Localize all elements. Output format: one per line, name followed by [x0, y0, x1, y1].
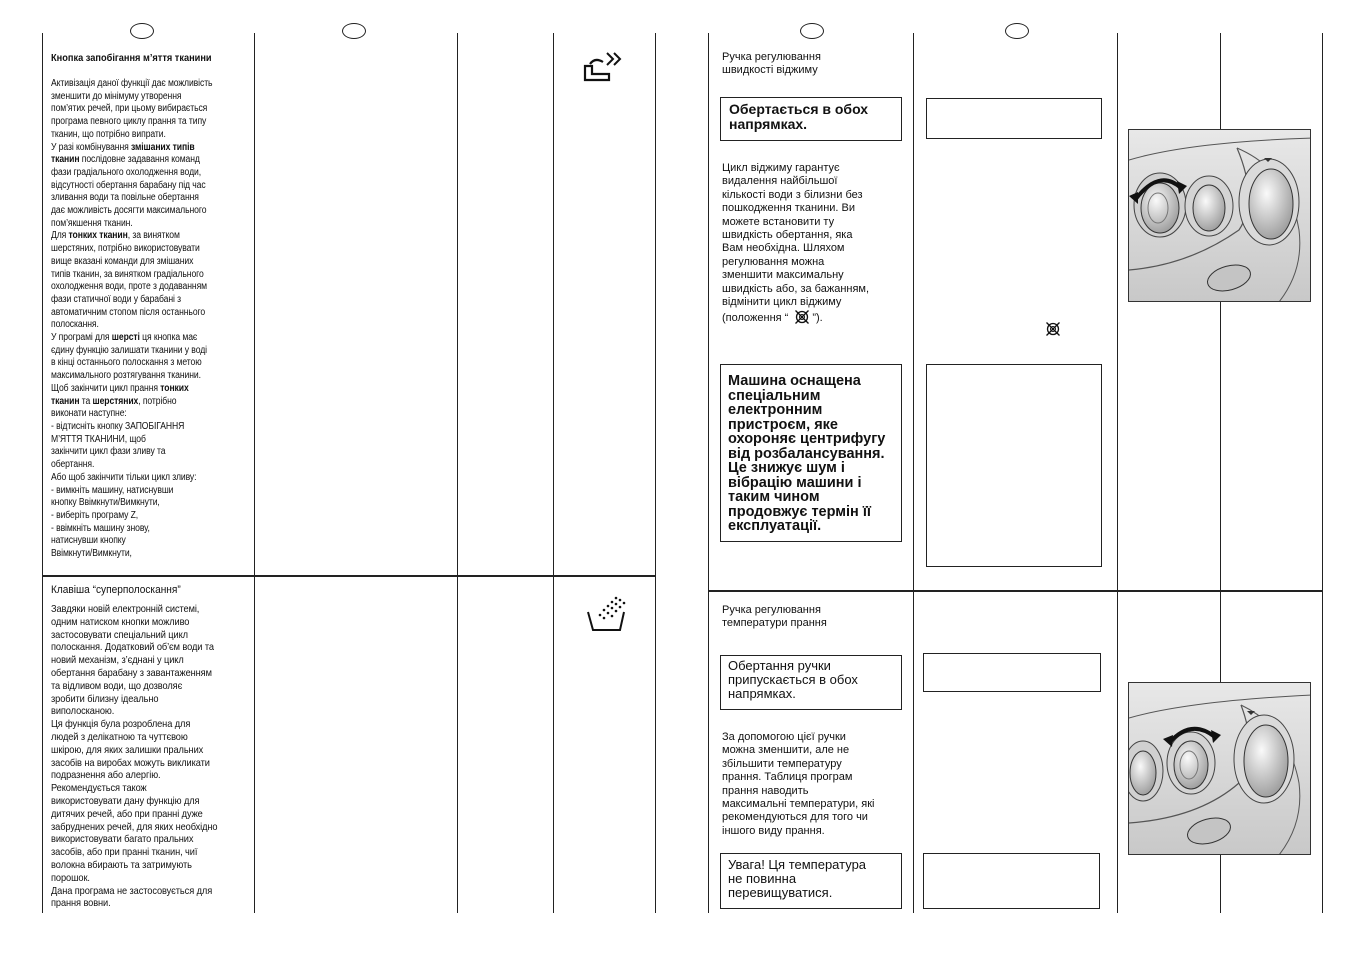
text-line: волокна вбирають та затримують — [51, 858, 192, 871]
temp-rotation-note: Обертання ручки припускається в обох напрямках. — [720, 655, 902, 710]
text-line: Ця функція була розроблена для — [51, 718, 191, 731]
text-line: полоскання. Додатковий об’єм води та — [51, 641, 214, 654]
text-line: дитячих речей, або при пранні дуже — [51, 807, 203, 820]
spin-balance-note: Машина оснащена спеціальним електронним пристроєм, яке охороняє центрифугу від розбалансування. Це знижує шум і вібрацію машини і таким чином продовжує термін її експлуатації. — [720, 364, 902, 542]
text-line: охолодження води, проте з додаванням — [51, 281, 207, 293]
text-line: відсутності обертання барабану під час — [51, 179, 206, 191]
column-divider — [1322, 33, 1323, 913]
super-rinse-title: Клавіша “суперполоскання” — [51, 584, 181, 596]
text-line: типів тканин, за винятком градіального — [51, 268, 204, 280]
text-line: зменшити до мінімуму утворення — [51, 90, 182, 102]
text-line: полоскання. — [51, 319, 99, 331]
text-line: - вимкніть машину, натиснувши — [51, 484, 174, 496]
anti-crease-icon — [583, 50, 625, 91]
super-rinse-body — [51, 603, 217, 910]
text-line: порошок. — [51, 871, 90, 884]
section-divider — [708, 590, 1323, 592]
text-line: Дана програма не застосовується для — [51, 884, 213, 897]
text-line: людей з делікатною та чуттєвою — [51, 730, 188, 743]
text-line: зливання води та повільне обертання — [51, 192, 199, 204]
column-divider — [553, 33, 554, 913]
text-line: Рекомендується також — [51, 782, 147, 795]
text-line: одним натиском кнопки можливо — [51, 615, 190, 628]
spin-rotation-note: Обертається в обох напрямках. — [720, 97, 902, 141]
anti-crease-body — [51, 78, 212, 561]
text-line: обертання. — [51, 459, 95, 471]
text-line: використовувати дану функцію для — [51, 794, 200, 807]
text-line: тканин, що потрібно випрати. — [51, 128, 166, 140]
column-divider — [42, 33, 43, 913]
text-line: тканин послідовне задавання команд — [51, 154, 200, 166]
text-line: - відтисніть кнопку ЗАПОБІГАННЯ — [51, 420, 185, 432]
language-marker-oval — [342, 23, 366, 39]
translation-box — [923, 653, 1101, 692]
text-line: Щоб закінчити цикл прання тонких — [51, 382, 189, 394]
language-marker-oval — [1005, 23, 1029, 39]
no-spin-icon — [794, 309, 810, 329]
spin-title: Ручка регулювання швидкості віджиму — [722, 51, 821, 77]
text-line: вище вказані команди для змішаних — [51, 255, 194, 267]
text-line: тканин та шерстяних, потрібно — [51, 395, 177, 407]
temp-warning-note: Увага! Ця температура не повинна перевищуватися. — [720, 853, 902, 909]
text-line: Або щоб закінчити тільки цикл зливу: — [51, 471, 197, 483]
text-line: новий механізм, з’єднані у цикл — [51, 654, 184, 667]
text-line: в кінці останнього полоскання з метою — [51, 357, 202, 369]
text-line: обертання барабану з завантаженням — [51, 666, 212, 679]
text-line: засобів, або при пранні тканин, чиї — [51, 846, 198, 859]
temp-body: За допомогою цієї ручки можна зменшити, але не збільшити температуру прання. Таблиця програм прання наводить максимальні температури, які рекомендуються для того чи іншого виду прання. — [722, 731, 875, 837]
text-line: засобів на виробах можуть викликати — [51, 756, 210, 769]
spin-knob-illustration — [1128, 129, 1311, 302]
column-divider — [457, 33, 458, 913]
text-line: єдину функцію залишати тканини у воді — [51, 344, 207, 356]
language-marker-oval — [130, 23, 154, 39]
text-line: пом’ятих речей, при цьому вибирається — [51, 103, 208, 115]
translation-box — [926, 98, 1102, 139]
text-line: натиснувши кнопку — [51, 535, 126, 547]
column-divider — [708, 33, 709, 913]
temperature-knob-illustration — [1128, 682, 1311, 855]
text-line: виполосканою. — [51, 705, 115, 718]
column-divider — [913, 33, 914, 913]
text-line: М’ЯТТЯ ТКАНИНИ, щоб — [51, 433, 146, 445]
super-rinse-icon — [586, 594, 628, 639]
text-line: забруднених речей, для яких необхідно — [51, 820, 218, 833]
column-divider — [1117, 33, 1118, 913]
text-line: подразнення або алергію. — [51, 769, 161, 782]
text-line: та відливом води, що дозволяє — [51, 679, 183, 692]
column-divider — [655, 33, 656, 913]
text-line: - ввімкніть машину знову, — [51, 522, 150, 534]
text-line: Для тонких тканин, за винятком — [51, 230, 180, 242]
text-line: У програмі для шерсті ця кнопка має — [51, 332, 198, 344]
text-line: максимального розтягування тканини. — [51, 370, 201, 382]
text-line: шерстяних, потрібно використовувати — [51, 243, 200, 255]
translation-box — [926, 364, 1102, 567]
text-line: зробити білизну ідеально — [51, 692, 159, 705]
text-line: У разі комбінування змішаних типів — [51, 141, 195, 153]
text-line: закінчити цикл фази зливу та — [51, 446, 166, 458]
column-divider — [254, 33, 255, 913]
text-line: автоматичним стопом після останнього — [51, 306, 206, 318]
text-line: кнопку Ввімкнути/Вимкнути, — [51, 497, 160, 509]
no-spin-icon — [1045, 321, 1061, 342]
text-line: використовувати багато пральних — [51, 833, 194, 846]
text-line: шкірою, для яких залишки пральних — [51, 743, 204, 756]
temp-title: Ручка регулювання температури прання — [722, 604, 827, 630]
text-line: програма певного циклу прання та типу — [51, 116, 207, 128]
text-line: Активізація даної функції дає можливість — [51, 78, 213, 89]
text-line: Ввімкнути/Вимкнути, — [51, 548, 132, 560]
text-line: пом’якшення тканин. — [51, 217, 133, 229]
text-line: фази статичної води у барабані з — [51, 293, 181, 305]
text-line: застосовувати спеціальний цикл — [51, 628, 188, 641]
anti-crease-title: Кнопка запобігання м’яття тканини — [51, 52, 212, 64]
text-line: - виберіть програму Z, — [51, 509, 139, 521]
language-marker-oval — [800, 23, 824, 39]
text-line: Завдяки новій електронній системі, — [51, 603, 200, 615]
spin-body: Цикл віджиму гарантує видалення найбільшої кількості води з білизни без пошкодження тканини. Ви можете встановити ту швидкість обертання, яка Вам необхідна. Шляхом регулювання можна зменшити максимальну швидкість або, за бажанням, відмінити цикл віджиму (положення “ ”). — [722, 162, 869, 330]
translation-box — [923, 853, 1100, 909]
text-line: фази градіального охолодження води, — [51, 166, 202, 178]
text-line: дає можливість досягти максимального — [51, 205, 207, 217]
text-line: виконати наступне: — [51, 408, 127, 420]
section-divider — [42, 575, 656, 577]
text-line: прання вовни. — [51, 897, 111, 910]
